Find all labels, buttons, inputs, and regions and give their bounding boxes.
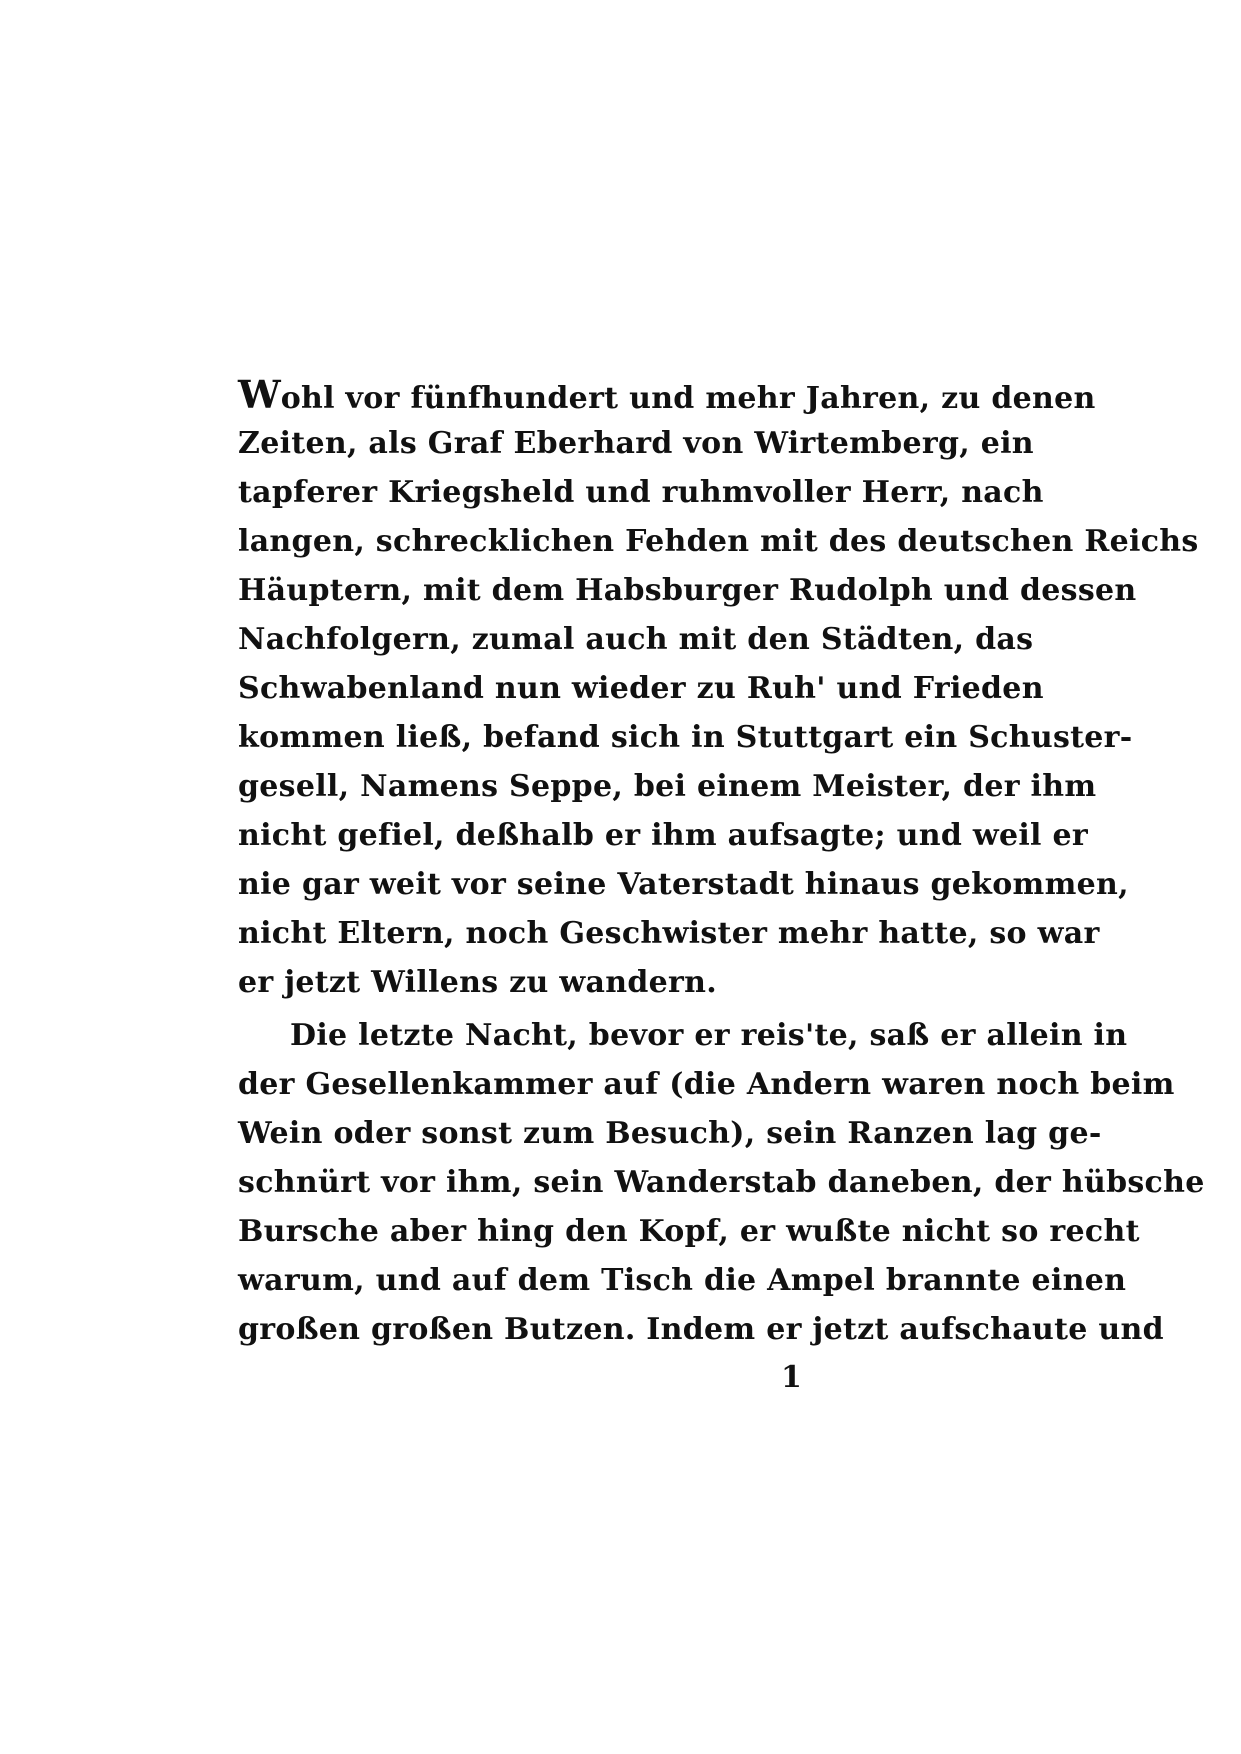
text-line: Wohl vor fünfhundert und mehr Jahren, zu denen <box>238 372 1096 417</box>
text-line: Nachfolgern, zumal auch mit den Städten, das <box>238 622 1034 657</box>
text-line: schnürt vor ihm, sein Wanderstab daneben, der hübsche <box>238 1165 1205 1200</box>
text-line: Schwabenland nun wieder zu Ruh' und Frieden <box>238 671 1044 706</box>
paragraph-2 <box>238 1011 1205 1354</box>
text-line: kommen ließ, befand sich in Stuttgart ein Schuster- <box>238 720 1133 755</box>
text-line: tapferer Kriegsheld und ruhmvoller Herr, nach <box>238 475 1044 510</box>
text-line: er jetzt Willens zu wandern. <box>238 965 717 1000</box>
text-line: Zeiten, als Graf Eberhard von Wirtemberg, ein <box>238 426 1034 461</box>
text-line: der Gesellenkammer auf (die Andern waren noch beim <box>238 1067 1175 1102</box>
text-line: Bursche aber hing den Kopf, er wußte nicht so recht <box>238 1214 1140 1249</box>
text-line: Wein oder sonst zum Besuch), sein Ranzen lag ge- <box>238 1116 1102 1151</box>
text-line: nicht gefiel, deßhalb er ihm aufsagte; und weil er <box>238 818 1088 853</box>
text-line: nicht Eltern, noch Geschwister mehr hatte, so war <box>238 916 1100 951</box>
text-line: nie gar weit vor seine Vaterstadt hinaus gekommen, <box>238 867 1129 902</box>
body-text <box>238 370 1205 1354</box>
text-line: Häuptern, mit dem Habsburger Rudolph und dessen <box>238 573 1137 608</box>
text-line: langen, schrecklichen Fehden mit des deutschen Reichs <box>238 524 1199 559</box>
paragraph-1 <box>238 370 1199 1007</box>
text-line: Die letzte Nacht, bevor er reis'te, saß er allein in <box>290 1018 1128 1053</box>
page-number: 1 <box>781 1360 802 1395</box>
initial-letter: W <box>238 372 281 417</box>
text-line: warum, und auf dem Tisch die Ampel brannte einen <box>238 1263 1127 1298</box>
text-line: großen großen Butzen. Indem er jetzt aufschaute und <box>238 1312 1164 1347</box>
text-line: gesell, Namens Seppe, bei einem Meister, der ihm <box>238 769 1097 804</box>
